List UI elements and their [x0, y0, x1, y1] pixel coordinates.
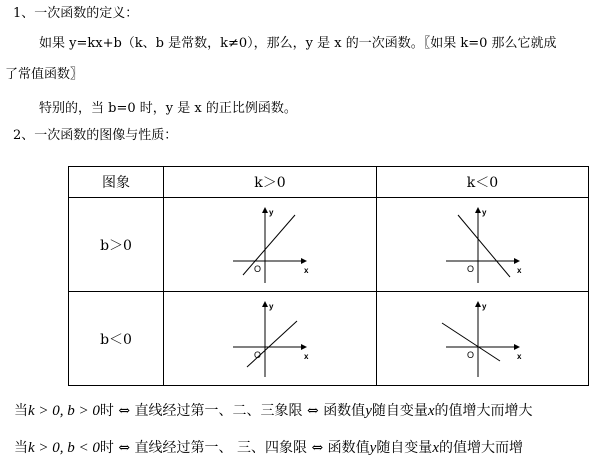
x-axis-label: x [516, 265, 521, 275]
header-k-negative: k＜0 [377, 167, 589, 198]
x-axis-arrow [514, 344, 520, 350]
graph-k-pos-b-pos [225, 205, 315, 285]
header-graph: 图象 [69, 167, 164, 198]
graph-k-neg-b-neg [438, 299, 528, 379]
header-k-positive: k＞0 [164, 167, 377, 198]
graph-k-neg-b-pos-cell [377, 198, 589, 292]
y-axis-label: y [481, 207, 486, 217]
var-y: y [365, 403, 372, 419]
row-label-b-negative: b＜0 [69, 292, 164, 386]
var-x: x [432, 440, 439, 456]
graph-line [247, 321, 297, 367]
special-case-line: 特别的，当 b=0 时，y 是 x 的正比例函数。 [39, 101, 297, 116]
table-row-b-negative [69, 292, 589, 386]
y-axis-arrow [262, 207, 268, 213]
statement-mid: 时 [99, 440, 114, 456]
statement-result-a: 函数值 [323, 403, 366, 419]
x-axis-arrow [514, 258, 520, 264]
statement-result-c: 的值增大而增大 [434, 403, 533, 419]
statement-quadrants: 直线经过第一、二、三象限 [134, 403, 303, 419]
statement-result-a: 函数值 [327, 440, 370, 456]
heading-definition: 1、一次函数的定义： [13, 6, 139, 21]
statement-quadrants: 直线经过第一、 三、四象限 [134, 440, 307, 456]
graph-k-neg-b-pos [438, 205, 528, 285]
definition-line-2: 了常值函数〗 [5, 67, 84, 82]
y-axis-label: y [481, 301, 486, 311]
statement-result-c: 的值增大而增 [438, 440, 523, 456]
graph-line [243, 215, 295, 275]
graph-k-pos-b-neg-cell [164, 292, 377, 386]
origin-label: O [466, 349, 474, 360]
x-axis-label: x [304, 351, 309, 361]
graph-k-neg-b-neg-cell [377, 292, 589, 386]
x-axis-arrow [301, 344, 307, 350]
x-axis-arrow [301, 258, 307, 264]
heading-graph-properties: 2、一次函数的图像与性质： [13, 128, 178, 143]
origin-label: O [466, 263, 474, 274]
graph-table [68, 166, 589, 386]
y-axis-arrow [475, 301, 481, 307]
equivalence-arrow-icon: ⇔ [311, 440, 324, 456]
statement-mid: 时 [99, 403, 114, 419]
statement-condition: k > 0, b > 0 [28, 403, 100, 419]
statement-prefix: 当 [14, 440, 28, 456]
y-axis-label: y [269, 207, 274, 217]
statement-condition: k > 0, b < 0 [28, 440, 100, 456]
equivalence-arrow-icon: ⇔ [118, 403, 131, 419]
statement-prefix: 当 [14, 403, 28, 419]
table-header-row [69, 167, 589, 198]
x-axis-label: x [304, 265, 309, 275]
equivalence-arrow-icon: ⇔ [118, 440, 131, 456]
graph-k-pos-b-neg [225, 299, 315, 379]
x-axis-label: x [516, 351, 521, 361]
table-row-b-positive [69, 198, 589, 292]
y-axis-arrow [475, 207, 481, 213]
origin-label: O [254, 349, 262, 360]
statement-k-pos-b-neg [14, 440, 523, 456]
row-label-b-positive: b＞0 [69, 198, 164, 292]
y-axis-label: y [269, 301, 274, 311]
graph-line [458, 215, 510, 277]
statement-k-pos-b-pos [14, 403, 533, 419]
definition-line-1: 如果 y=kx+b（k、b 是常数，k≠0），那么，y 是 x 的一次函数。〖如果 k=0 那么它就成 [39, 36, 557, 51]
var-x: x [427, 403, 435, 419]
statement-result-b: 随自变量 [376, 440, 433, 456]
graph-k-pos-b-pos-cell [164, 198, 377, 292]
origin-label: O [254, 263, 262, 274]
y-axis-arrow [262, 301, 268, 307]
statement-result-b: 随自变量 [371, 403, 428, 419]
var-y: y [369, 440, 377, 456]
equivalence-arrow-icon: ⇔ [307, 403, 319, 419]
